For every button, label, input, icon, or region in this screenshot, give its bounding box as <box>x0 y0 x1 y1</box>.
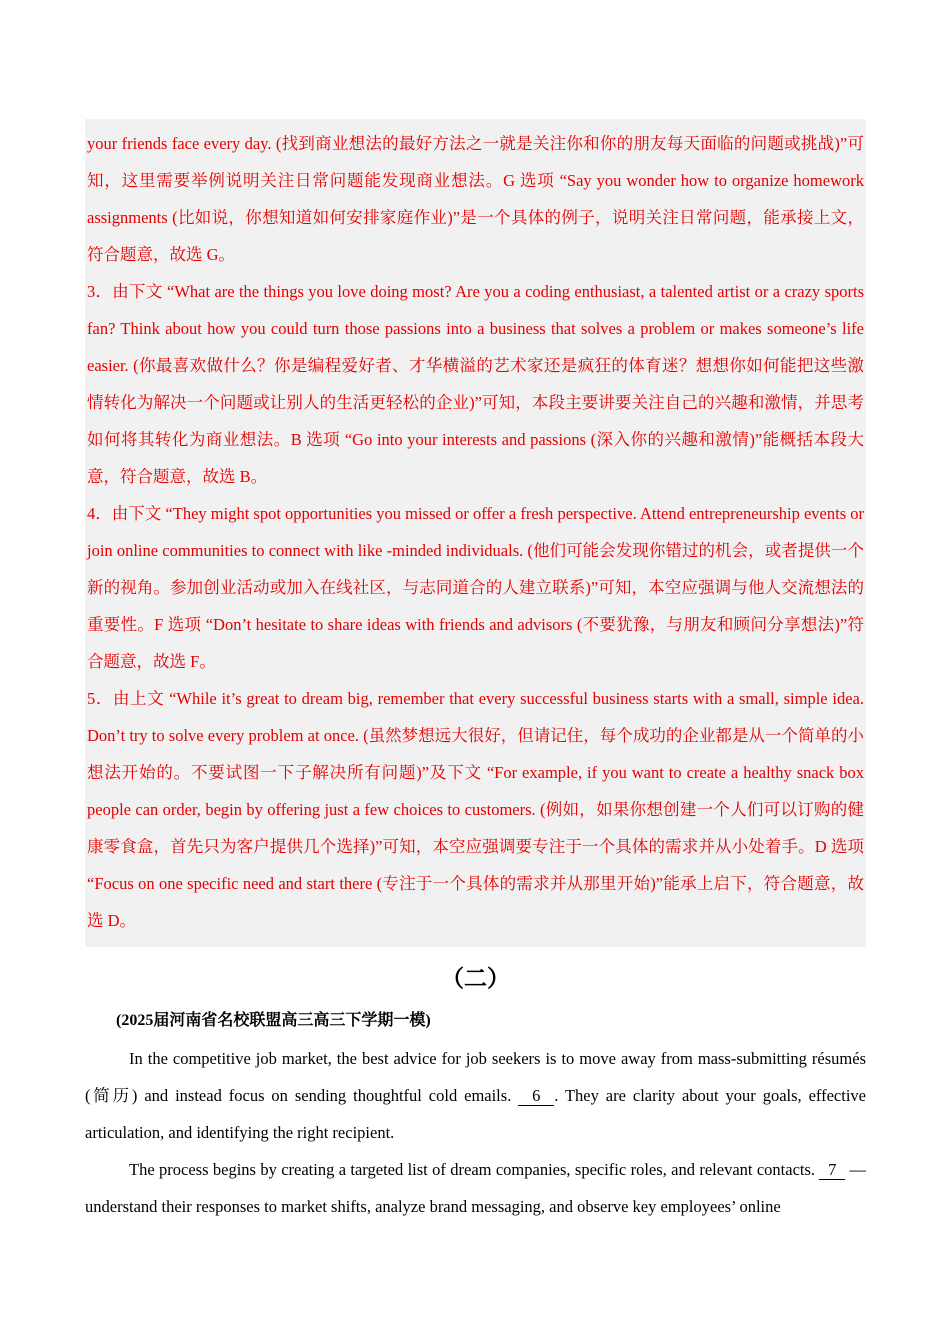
answer-paragraph: 4．由下文 “They might spot opportunities you missed or offer a fresh perspective. Attend entrepreneurship events or join online communities to connect with like -minded individuals. (他们可能会发现你错过的机会，或者提供一个新的视角。参加创业活动或加入在线社区，与志同道合的人建立联系)”可知，本空应强调与他人交流想法的重要性。F 选项 “Don’t hesitate to share ideas with friends and advisors (不要犹豫，与朋友和顾问分享想法)”符合题意，故选 F。 <box>87 504 864 671</box>
answer-paragraph: 3．由下文 “What are the things you love doing most? Are you a coding enthusiast, a talented artist or a crazy sports fan? Think about how you could turn those passions into a business that solves a problem or makes someone’s life easier. (你最喜欢做什么？你是编程爱好者、才华横溢的艺术家还是疯狂的体育迷？想想你如何能把这些激情转化为解决一个问题或让别人的生活更轻松的企业)”可知，本段主要讲要关注自己的兴趣和激情，并思考如何将其转化为商业想法。B 选项 “Go into your interests and passions (深入你的兴趣和激情)”能概括本段大意，符合题意，故选 B。 <box>87 282 864 486</box>
passage-paragraph: In the competitive job market, the best advice for job seekers is to move away from mass-submitting résumés (简历) and instead focus on sending thoughtful cold emails. 6 . They are clarity about your goals, effective articulation, and identifying the right recipient. <box>85 1049 866 1142</box>
passage-paragraph: The process begins by creating a targeted list of dream companies, specific roles, and relevant contacts. 7 — understand their responses to market shifts, analyze brand messaging, and observe key employees’ online <box>85 1160 867 1216</box>
section-heading: （二） <box>441 966 510 991</box>
passage <box>85 1040 866 1225</box>
numbered-blank: 7 <box>819 1160 846 1179</box>
answer-paragraph: your friends face every day. (找到商业想法的最好方法之一就是关注你和你的朋友每天面临的问题或挑战)”可知，这里需要举例说明关注日常问题能发现商业想法。G 选项 “Say you wonder how to organize homework assignments (比如说，你想知道如何安排家庭作业)”是一个具体的例子，说明关注日常问题，能承接上文，符合题意，故选 G。 <box>87 134 864 264</box>
answer-explanation-block <box>85 119 866 947</box>
numbered-blank: 6 <box>518 1086 555 1105</box>
answer-paragraph: 5．由上文 “While it’s great to dream big, remember that every successful business starts with a small, simple idea. Don’t try to solve every problem at once. (虽然梦想远大很好，但请记住，每个成功的企业都是从一个简单的小想法开始的。不要试图一下子解决所有问题)”及下文 “For example, if you want to create a healthy snack box people can order, begin by offering just a few choices to customers. (例如，如果你想创建一个人们可以订购的健康零食盒，首先只为客户提供几个选择)”可知，本空应强调要专注于一个具体的需求并从小处着手。D 选项 “Focus on one specific need and start there (专注于一个具体的需求并从那里开始)”能承上启下，符合题意，故选 D。 <box>87 689 864 930</box>
exam-source-line: (2025届河南省名校联盟高三高三下学期一模) <box>116 1012 431 1029</box>
